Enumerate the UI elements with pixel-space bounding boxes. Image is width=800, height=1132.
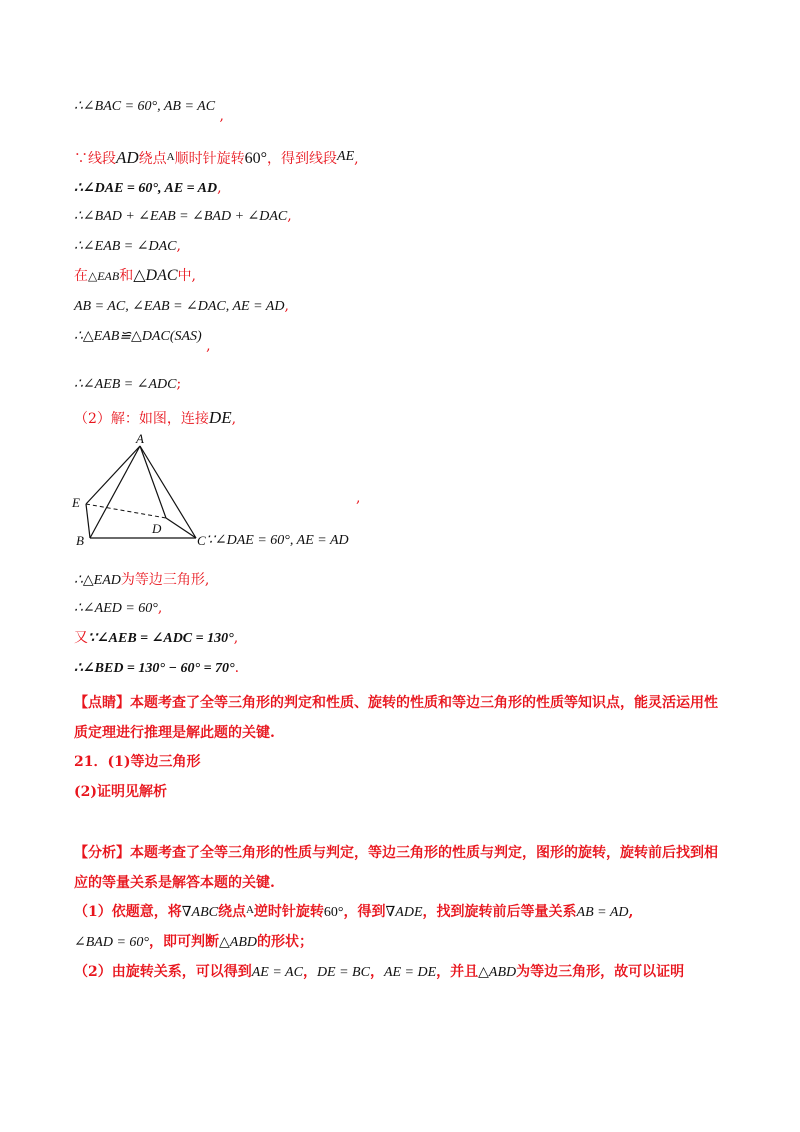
- cn-text: 顺时针旋转: [174, 151, 245, 167]
- proof-line-6: [74, 266, 196, 286]
- cn-text: ，并且: [436, 964, 479, 980]
- cn-text: 的形状；: [256, 934, 313, 950]
- math-text: ∴∠DAE = 60°, AE = AD: [74, 181, 218, 196]
- q21-answer-1: 21．(1)等边三角形: [74, 754, 201, 770]
- math-text: ∇ADE: [385, 905, 423, 920]
- math-text: ∴∠EAB = ∠DAC: [74, 239, 177, 254]
- math-text: △DAC: [133, 267, 178, 284]
- label-B: B: [76, 533, 84, 548]
- math-text: AB = AC, ∠EAB = ∠DAC, AE = AD: [74, 299, 285, 314]
- line-punct: ,: [233, 630, 239, 646]
- edge-ED-dashed: [86, 504, 166, 518]
- line-punct: ,: [219, 108, 224, 124]
- proof-line-9: [74, 374, 181, 395]
- math-text: △ABD: [478, 965, 517, 980]
- fenxi-paragraph: 【分析】本题考查了全等三角形的性质与判定，等边三角形的性质与判定，图形的旋转，旋转前后找到相应的等量关系是解答本题的关键.: [74, 845, 718, 891]
- proof-line-11: [206, 530, 349, 551]
- proof-line-3: [74, 178, 222, 199]
- math-text: A: [166, 151, 175, 163]
- cn-text: ∵线段: [74, 151, 116, 167]
- cn-text: ，即可判断: [149, 934, 219, 950]
- math-text: 60°: [244, 150, 268, 167]
- proof-line-14: [74, 628, 238, 649]
- line-punct: ,: [157, 600, 163, 616]
- cn-text: 又: [74, 630, 88, 646]
- q21-answer-2: (2)证明见解析: [74, 784, 167, 800]
- cn-text: ，得到线段: [267, 151, 338, 167]
- edge-AC: [140, 446, 196, 538]
- cn-text: 绕点: [138, 151, 167, 167]
- label-E: E: [72, 495, 80, 510]
- proof-line-1: [74, 96, 224, 124]
- math-text: ∠BAD = 60°: [74, 935, 149, 950]
- math-text: AD: [116, 148, 139, 167]
- line-punct: ,: [284, 298, 289, 314]
- math-text: AE = AC: [251, 965, 303, 980]
- math-text: ∵∠DAE = 60°, AE = AD: [206, 533, 349, 548]
- math-text: ∴∠BAD + ∠EAB = ∠BAD + ∠DAC: [74, 209, 288, 224]
- line-punct: ,: [628, 904, 634, 920]
- math-text: △ABD: [219, 935, 257, 950]
- cn-text: 为等边三角形,: [120, 572, 210, 588]
- cn-text: （2）由旋转关系，可以得到: [74, 964, 252, 980]
- analysis-step-1: [74, 902, 633, 923]
- math-text: ∴∠BAC = 60°, AB = AC: [74, 99, 216, 114]
- line-punct: ,: [217, 180, 222, 196]
- line-punct: ,: [231, 411, 237, 427]
- line-punct: .: [234, 660, 240, 676]
- proof-line-15: [74, 658, 239, 679]
- cn-text: 和: [119, 268, 134, 284]
- analysis-step-1-cont: [74, 932, 313, 953]
- line-punct: ,: [176, 238, 181, 254]
- label-A: A: [136, 431, 144, 446]
- proof-line-12: [74, 570, 209, 591]
- geometry-diagram: [70, 432, 210, 550]
- cn-text: 为等边三角形，故可以证明: [516, 964, 685, 980]
- diagram-trailing-comma: ,: [356, 490, 361, 506]
- math-text: ∴∠BED = 130° − 60° = 70°: [74, 661, 235, 676]
- math-text: ∴∠AED = 60°: [74, 601, 158, 616]
- math-text: △EAB: [88, 269, 120, 283]
- proof-line-8: [74, 326, 211, 354]
- cn-text: 中,: [177, 268, 196, 284]
- cn-text: ，: [369, 964, 384, 980]
- cn-text: （2）解：如图，连接: [74, 411, 209, 427]
- proof-line-4: [74, 206, 292, 227]
- cn-text: ，找到旋转前后等量关系: [422, 904, 577, 920]
- proof-line-5: [74, 236, 181, 257]
- proof-line-10: [74, 408, 236, 429]
- cn-text: ，: [302, 964, 317, 980]
- edge-EB: [86, 504, 90, 538]
- math-text: ∴△EAD: [74, 573, 121, 588]
- math-text: ∴∠AEB = ∠ADC: [74, 377, 177, 392]
- math-text: ∵∠AEB = ∠ADC = 130°: [88, 631, 234, 646]
- cn-text: （1）依题意，将: [74, 904, 182, 920]
- line-punct: ,: [354, 151, 359, 167]
- proof-line-13: [74, 598, 162, 619]
- dianjing-paragraph: 【点睛】本题考查了全等三角形的判定和性质、旋转的性质和等边三角形的性质等知识点，能灵活运用性质定理进行推理是解此题的关键.: [74, 695, 718, 741]
- label-C: C: [197, 533, 206, 548]
- label-D: D: [152, 521, 162, 536]
- proof-line-2: [74, 148, 359, 170]
- cn-text: ，得到: [343, 904, 386, 920]
- math-text: ∴△EAB≌△DAC(SAS): [74, 329, 202, 344]
- proof-line-7: [74, 296, 289, 317]
- cn-text: 逆时针旋转: [253, 904, 324, 920]
- math-text: AE = DE: [383, 965, 437, 980]
- math-text: DE = BC: [316, 965, 370, 980]
- math-text: A: [245, 904, 254, 916]
- math-text: 60°: [323, 905, 344, 920]
- cn-text: 绕点: [217, 904, 246, 920]
- line-punct: ,: [287, 208, 292, 224]
- math-text: AB = AD: [576, 905, 629, 920]
- triangle-figure: [70, 432, 210, 550]
- line-punct: ;: [176, 376, 182, 392]
- cn-text: 在: [74, 268, 88, 284]
- math-text: DE: [208, 408, 232, 427]
- edge-DC: [166, 518, 196, 538]
- math-text: AE: [337, 149, 355, 164]
- analysis-step-2: [74, 962, 684, 983]
- line-punct: ,: [206, 338, 211, 354]
- math-text: ∇ABC: [181, 905, 218, 920]
